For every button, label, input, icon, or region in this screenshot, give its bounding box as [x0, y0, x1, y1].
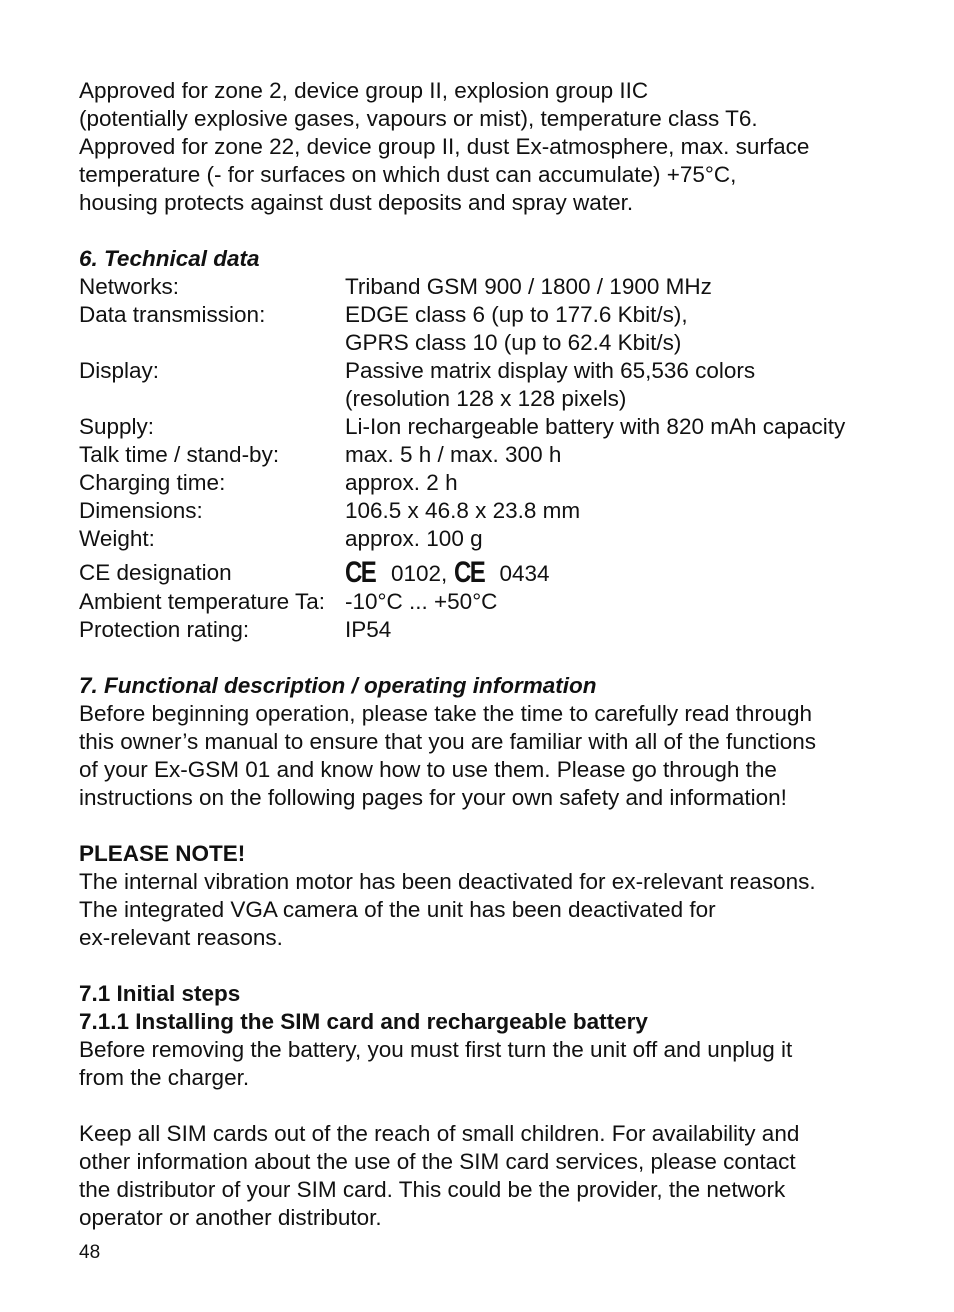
spec-value [345, 357, 879, 413]
paragraph-line: this owner’s manual to ensure that you are familiar with all of the functions [79, 729, 817, 754]
paragraph-line: Keep all SIM cards out of the reach of small children. For availability and [79, 1121, 800, 1146]
spacer [79, 812, 879, 840]
battery-paragraph [79, 1036, 879, 1092]
spec-row-protection-rating [79, 616, 879, 644]
spec-row-dimensions [79, 497, 879, 525]
spec-label: Ambient temperature Ta: [79, 589, 325, 614]
paragraph-line: the distributor of your SIM card. This could be the provider, the network [79, 1177, 786, 1202]
spec-row-weight [79, 525, 879, 553]
ce-mark-icon: CE [345, 556, 376, 589]
paragraph-line: ex-relevant reasons. [79, 925, 283, 950]
please-note-heading: PLEASE NOTE! [79, 841, 246, 866]
spec-value [345, 556, 879, 589]
paragraph-line: of your Ex-GSM 01 and know how to use them. Please go through the [79, 757, 777, 782]
sim-card-heading: 7.1.1 Installing the SIM card and rechargeable battery [79, 1009, 648, 1034]
paragraph-line: other information about the use of the SIM card services, please contact [79, 1149, 796, 1174]
spec-row-data-transmission [79, 301, 879, 357]
spec-label: Weight: [79, 526, 155, 551]
spec-row-ambient-temperature [79, 588, 879, 616]
initial-steps-heading: 7.1 Initial steps [79, 981, 241, 1006]
spec-label: CE designation [79, 560, 232, 585]
approval-line: Approved for zone 2, device group II, explosion group IIC [79, 78, 649, 103]
spec-value: -10°C ... +50°C [345, 589, 498, 614]
spec-value-line: Passive matrix display with 65,536 colors [345, 358, 756, 383]
approval-paragraph [79, 77, 879, 217]
paragraph-line: operator or another distributor. [79, 1205, 382, 1230]
approval-line: Approved for zone 22, device group II, dust Ex-atmosphere, max. surface [79, 134, 810, 159]
spec-value-line: EDGE class 6 (up to 177.6 Kbit/s), [345, 302, 688, 327]
ce-number: 0434 [499, 561, 550, 586]
note-paragraph [79, 868, 879, 952]
paragraph-line: instructions on the following pages for your own safety and information! [79, 785, 787, 810]
spacer [79, 952, 879, 980]
spec-value: approx. 2 h [345, 470, 458, 495]
spec-value: Li-Ion rechargeable battery with 820 mAh capacity [345, 414, 846, 439]
page-number: 48 [79, 1242, 101, 1263]
spec-row-talk-time [79, 441, 879, 469]
functional-description-heading: 7. Functional description / operating information [79, 673, 597, 698]
ce-number: 0102, [390, 561, 448, 586]
approval-line: (potentially explosive gases, vapours or mist), temperature class T6. [79, 106, 758, 131]
spec-value: Triband GSM 900 / 1800 / 1900 MHz [345, 274, 712, 299]
spec-value-line: GPRS class 10 (up to 62.4 Kbit/s) [345, 330, 682, 355]
technical-data-table [79, 273, 879, 644]
paragraph-line: The internal vibration motor has been deactivated for ex-relevant reasons. [79, 869, 816, 894]
spec-value: approx. 100 g [345, 526, 483, 551]
technical-data-heading: 6. Technical data [79, 246, 260, 271]
spec-value: max. 5 h / max. 300 h [345, 442, 562, 467]
paragraph-line: Before beginning operation, please take the time to carefully read through [79, 701, 812, 726]
ce-mark-icon: CE [453, 556, 484, 589]
spec-value-line: (resolution 128 x 128 pixels) [345, 386, 627, 411]
paragraph-line: from the charger. [79, 1065, 250, 1090]
spec-row-charging-time [79, 469, 879, 497]
spec-row-networks [79, 273, 879, 301]
spec-label: Supply: [79, 414, 155, 439]
functional-paragraph [79, 700, 879, 812]
spec-value: 106.5 x 46.8 x 23.8 mm [345, 498, 581, 523]
spec-row-ce-designation [79, 556, 879, 589]
spacer [79, 217, 879, 245]
spec-label: Dimensions: [79, 498, 203, 523]
spec-label: Data transmission: [79, 302, 266, 327]
sim-card-paragraph [79, 1120, 879, 1232]
spec-value: IP54 [345, 617, 392, 642]
spec-label: Display: [79, 358, 160, 383]
spec-row-display [79, 357, 879, 413]
manual-page [79, 77, 879, 1232]
spec-label: Networks: [79, 274, 180, 299]
paragraph-line: Before removing the battery, you must first turn the unit off and unplug it [79, 1037, 793, 1062]
spec-label: Talk time / stand-by: [79, 442, 280, 467]
approval-line: housing protects against dust deposits and spray water. [79, 190, 634, 215]
spacer [79, 1092, 879, 1120]
approval-line: temperature (- for surfaces on which dust can accumulate) +75°C, [79, 162, 737, 187]
spec-label: Charging time: [79, 470, 226, 495]
spacer [79, 644, 879, 672]
paragraph-line: The integrated VGA camera of the unit has been deactivated for [79, 897, 716, 922]
spec-row-supply [79, 413, 879, 441]
spec-label: Protection rating: [79, 617, 250, 642]
spec-value [345, 301, 879, 357]
